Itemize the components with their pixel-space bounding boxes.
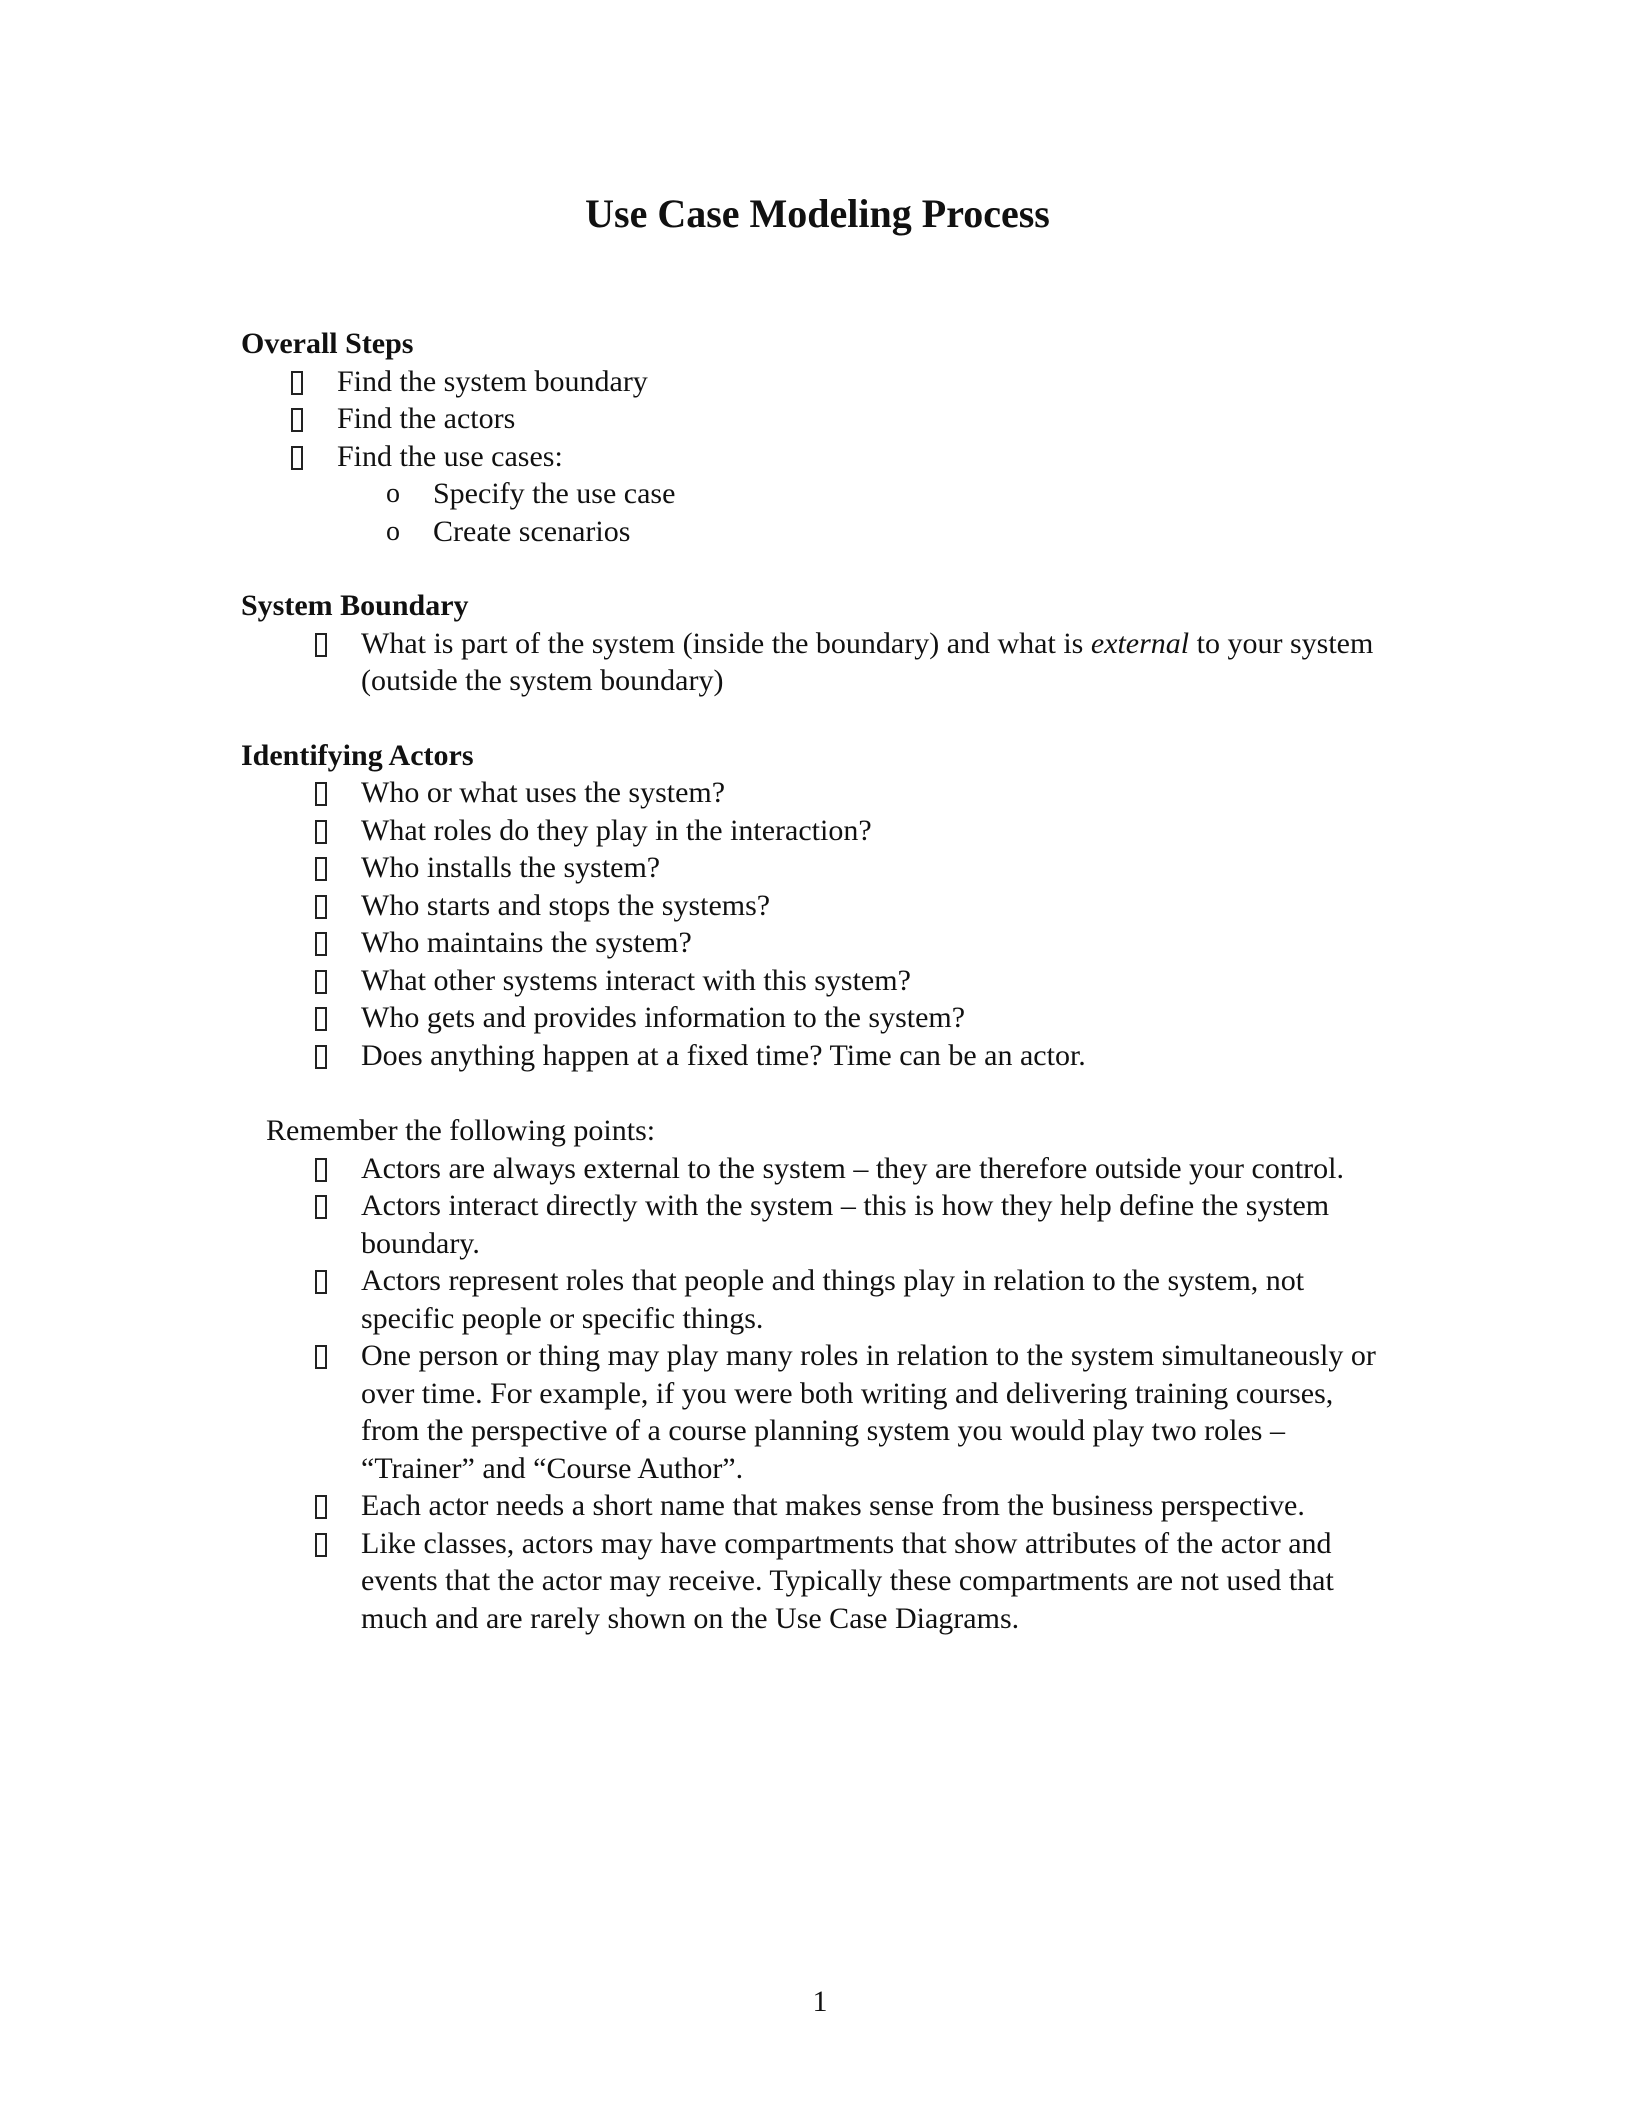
list-item xyxy=(241,1187,1381,1262)
sub-list-item xyxy=(241,513,1381,551)
list-item-text: Find the use cases: xyxy=(337,439,563,473)
square-bullet-icon xyxy=(315,1495,327,1519)
square-bullet-icon xyxy=(315,1195,327,1219)
list-item xyxy=(241,438,1381,476)
square-bullet-icon xyxy=(315,782,327,806)
square-bullet-icon xyxy=(315,633,327,657)
list-item xyxy=(241,1337,1381,1487)
square-bullet-icon xyxy=(291,371,303,395)
list-item xyxy=(241,962,1381,1000)
square-bullet-icon xyxy=(315,932,327,956)
list-item xyxy=(241,1037,1381,1075)
list-item xyxy=(241,999,1381,1037)
square-bullet-icon xyxy=(315,1533,327,1557)
list-item-text: Actors represent roles that people and things play in relation to the system, not specific people or specific things. xyxy=(361,1264,1305,1335)
boundary-text-emphasis: external xyxy=(1090,626,1190,660)
page-number: 1 xyxy=(812,1985,828,2018)
list-item-text: Who installs the system? xyxy=(361,851,661,884)
list-item-text: Who maintains the system? xyxy=(361,926,692,959)
square-bullet-icon xyxy=(315,857,327,881)
list-item-text: Like classes, actors may have compartments that show attributes of the actor and events that the actor may receive. Typically these compartments are not used that much and are rarely shown on the Use Case Diagrams. xyxy=(361,1526,1334,1635)
section-heading-system-boundary: System Boundary xyxy=(241,589,469,622)
list-item xyxy=(241,625,1381,700)
list-item-text: Each actor needs a short name that makes sense from the business perspective. xyxy=(361,1489,1305,1522)
sub-list-item-text: Specify the use case xyxy=(433,477,676,510)
list-item-text: Who starts and stops the systems? xyxy=(361,888,771,922)
list-item-text: Who gets and provides information to the system? xyxy=(361,1001,966,1034)
sub-list-item xyxy=(241,475,1381,513)
square-bullet-icon xyxy=(315,820,327,844)
spacer xyxy=(241,700,1381,737)
spacer xyxy=(241,1074,1381,1112)
list-item-text: What roles do they play in the interaction? xyxy=(361,813,872,847)
section-heading-overall-steps: Overall Steps xyxy=(241,327,414,360)
list-item-text: One person or thing may play many roles in relation to the system simultaneously or over time. For example, if you were both writing and delivering training courses, from the perspective of a course planning system you would play two roles – “Trainer” and “Course Author”. xyxy=(361,1339,1376,1485)
square-bullet-icon xyxy=(315,1007,327,1031)
square-bullet-icon xyxy=(315,1270,327,1294)
remember-intro: Remember the following points: xyxy=(266,1114,656,1147)
list-item-text: Who or what uses the system? xyxy=(361,776,726,809)
list-item-text: What other systems interact with this system? xyxy=(361,963,911,997)
circle-bullet-icon: o xyxy=(386,515,400,547)
boundary-text-start: What is part of the system (inside the boundary) and what is xyxy=(361,626,1091,660)
list-item xyxy=(241,887,1381,925)
list-item xyxy=(241,812,1381,850)
square-bullet-icon xyxy=(315,1045,327,1069)
square-bullet-icon xyxy=(315,1345,327,1369)
list-item-text: Actors interact directly with the system – this is how they help define the system boundary. xyxy=(361,1189,1330,1260)
list-item-text: Actors are always external to the system – they are therefore outside your control. xyxy=(361,1151,1344,1185)
document-body xyxy=(241,325,1381,1637)
list-item xyxy=(241,363,1381,401)
list-item xyxy=(241,1150,1381,1188)
overall-steps-list xyxy=(241,363,1381,551)
remember-points-list xyxy=(241,1150,1381,1638)
list-item xyxy=(241,1487,1381,1525)
spacer xyxy=(241,550,1381,587)
circle-bullet-icon: o xyxy=(386,478,400,509)
square-bullet-icon xyxy=(315,970,327,994)
list-item xyxy=(241,774,1381,812)
boundary-text-end: to your system (outside the system boundary) xyxy=(361,626,1374,697)
page-title: Use Case Modeling Process xyxy=(585,191,1050,236)
square-bullet-icon xyxy=(315,1158,327,1182)
sub-list-item-text: Create scenarios xyxy=(433,514,631,548)
list-item-text: Find the system boundary xyxy=(337,364,648,398)
list-item xyxy=(241,1262,1381,1337)
list-item xyxy=(241,849,1381,887)
identifying-actors-list xyxy=(241,774,1381,1074)
system-boundary-list xyxy=(241,625,1381,700)
list-item xyxy=(241,400,1381,438)
square-bullet-icon xyxy=(315,895,327,919)
list-item xyxy=(241,1525,1381,1638)
list-item-text: Does anything happen at a fixed time? Time can be an actor. xyxy=(361,1038,1086,1072)
section-heading-identifying-actors: Identifying Actors xyxy=(241,738,474,772)
list-item xyxy=(241,924,1381,962)
square-bullet-icon xyxy=(291,446,303,470)
list-item-text xyxy=(361,627,1373,698)
square-bullet-icon xyxy=(291,408,303,432)
list-item-text: Find the actors xyxy=(337,402,516,435)
